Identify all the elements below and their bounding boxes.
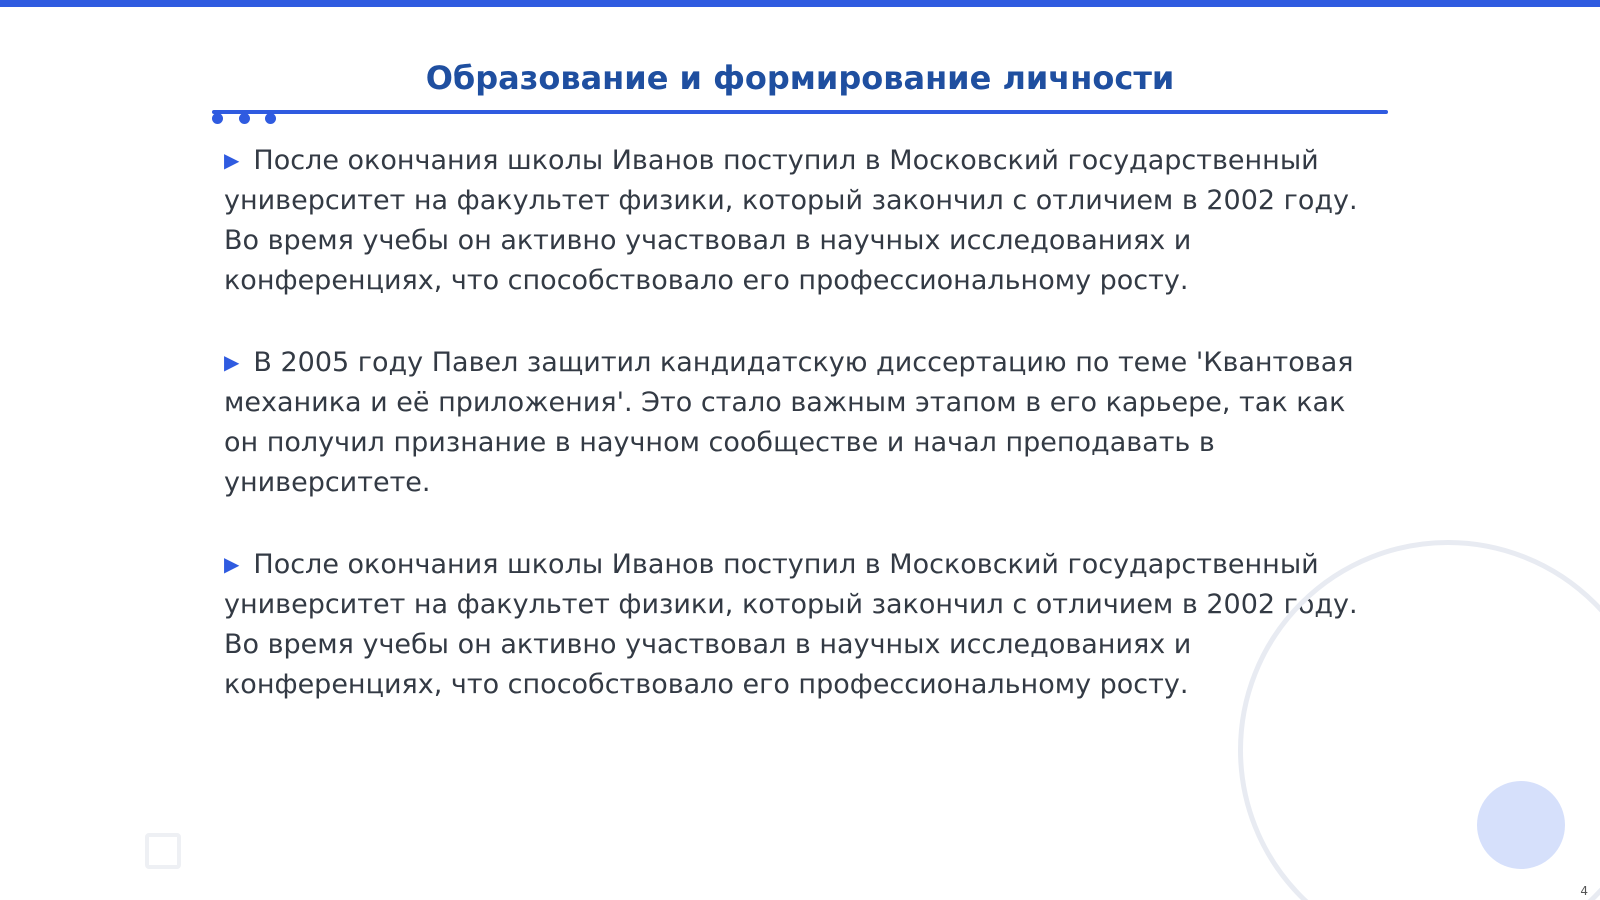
paragraph-text: После окончания школы Иванов поступил в Московский государственный университет на факультет физики, который закончил с отличием в 2002 году. Во время учебы он активно участвовал в научных исследованиях и конференциях, что способствовало его профессиональному росту. — [224, 549, 1358, 700]
triangle-bullet-icon: ▶ — [224, 148, 240, 172]
title-underline — [212, 110, 1388, 114]
slide-body — [224, 140, 1384, 746]
triangle-bullet-icon: ▶ — [224, 350, 240, 374]
paragraph-text: После окончания школы Иванов поступил в Московский государственный университет на факультет физики, который закончил с отличием в 2002 году. Во время учебы он активно участвовал в научных исследованиях и конференциях, что способствовало его профессиональному росту. — [224, 145, 1358, 296]
decorative-square-icon — [145, 833, 181, 869]
top-accent-bar — [0, 0, 1600, 7]
paragraph-text: В 2005 году Павел защитил кандидатскую диссертацию по теме 'Квантовая механика и её приложения'. Это стало важным этапом в его карьере, так как он получил признание в научном сообществе и начал преподавать в университете. — [224, 347, 1354, 498]
bullet-paragraph — [224, 544, 1384, 705]
title-dot-icon — [239, 113, 250, 124]
bullet-paragraph — [224, 140, 1384, 301]
bullet-paragraph — [224, 342, 1384, 503]
triangle-bullet-icon: ▶ — [224, 552, 240, 576]
title-dot-icon — [265, 113, 276, 124]
page-number: 4 — [1580, 884, 1588, 898]
title-dot-icon — [212, 113, 223, 124]
decorative-disc — [1477, 781, 1565, 869]
slide-title: Образование и формирование личности — [425, 59, 1175, 97]
